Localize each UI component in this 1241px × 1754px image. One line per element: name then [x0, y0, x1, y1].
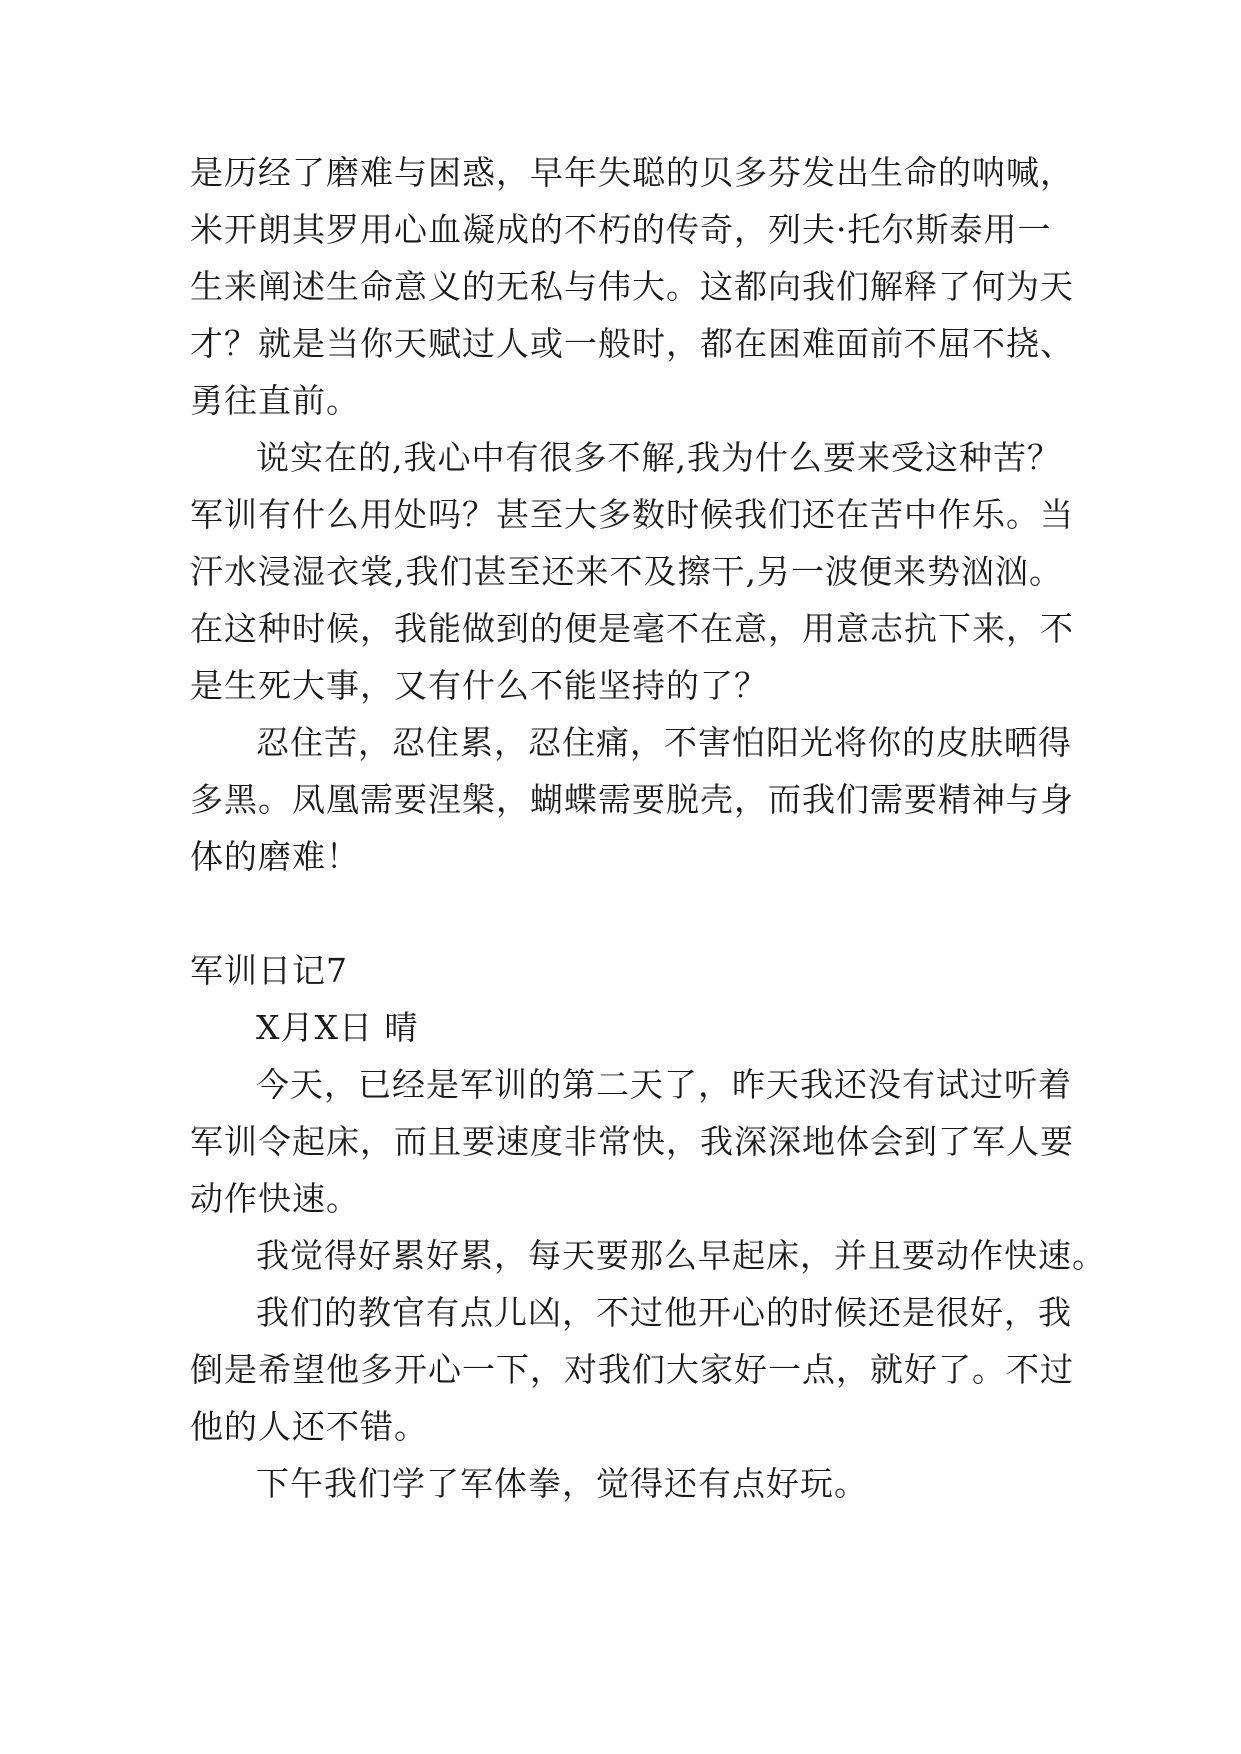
text-line: 生来阐述生命意义的无私与伟大。这都向我们解释了何为天 [190, 267, 1074, 306]
text-line: 倒是希望他多开心一下，对我们大家好一点，就好了。不过 [190, 1350, 1074, 1389]
date-weather-line: X月X日 晴 [256, 1008, 419, 1047]
text-line: 我觉得好累好累，每天要那么早起床，并且要动作快速。 [256, 1236, 1106, 1275]
text-line: 才？就是当你天赋过人或一般时，都在困难面前不屈不挠、 [190, 324, 1074, 363]
section-title: 军训日记7 [190, 951, 348, 990]
text-line: 是生死大事，又有什么不能坚持的了？ [190, 666, 768, 705]
text-line: 米开朗其罗用心血凝成的不朽的传奇，列夫·托尔斯泰用一 [190, 210, 1052, 249]
text-line: 军训有什么用处吗？甚至大多数时候我们还在苦中作乐。当 [190, 495, 1074, 534]
text-line: 忍住苦，忍住累，忍住痛，不害怕阳光将你的皮肤晒得 [256, 723, 1072, 762]
text-line: 今天，已经是军训的第二天了，昨天我还没有试过听着 [256, 1065, 1072, 1104]
text-line: 体的磨难！ [190, 837, 360, 876]
text-line: 是历经了磨难与困惑，早年失聪的贝多芬发出生命的呐喊， [190, 153, 1074, 192]
text-line: 动作快速。 [190, 1179, 360, 1218]
text-line: 我们的教官有点儿凶，不过他开心的时候还是很好，我 [256, 1293, 1072, 1332]
text-line: 下午我们学了军体拳，觉得还有点好玩。 [256, 1464, 868, 1503]
text-line: 军训令起床，而且要速度非常快，我深深地体会到了军人要 [190, 1122, 1074, 1161]
text-line: 勇往直前。 [190, 381, 360, 420]
text-line: 他的人还不错。 [190, 1407, 428, 1446]
text-line: 多黑。凤凰需要涅槃，蝴蝶需要脱壳，而我们需要精神与身 [190, 780, 1074, 819]
text-line: 说实在的,我心中有很多不解,我为什么要来受这种苦？ [256, 438, 1061, 477]
text-line: 汗水浸湿衣裳,我们甚至还来不及擦干,另一波便来势汹汹。 [190, 552, 1063, 591]
text-line: 在这种时候，我能做到的便是毫不在意，用意志抗下来，不 [190, 609, 1074, 648]
